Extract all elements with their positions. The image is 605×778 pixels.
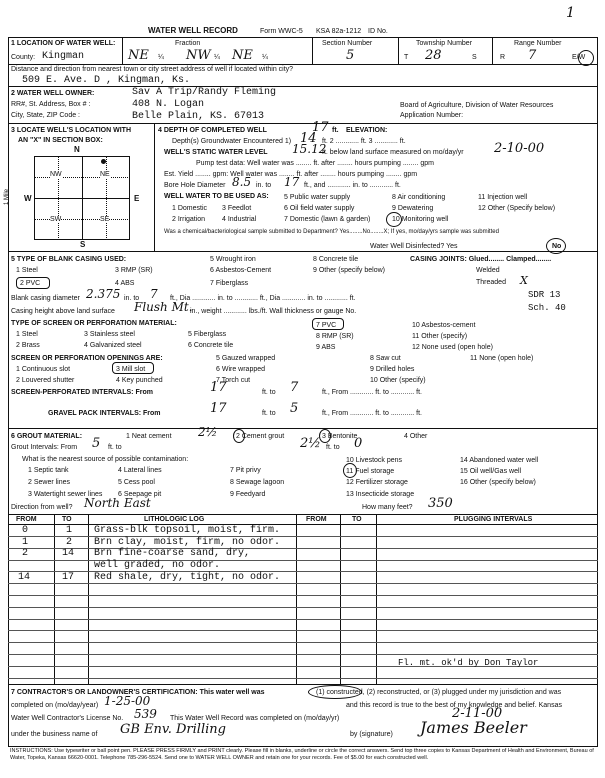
yield-label: Est. Yield ........ gpm: Well water was ........ ft. after ........ hours pumping ........ gpm — [164, 171, 418, 178]
grout-type[interactable]: 4 Other — [404, 433, 428, 440]
log-description: Brn fine-coarse sand, dry, — [94, 548, 251, 559]
business-label: under the business name of — [11, 731, 98, 738]
col-plugging: PLUGGING INTERVALS — [454, 516, 533, 523]
casing-type[interactable]: 9 Other (specify below) — [313, 267, 385, 274]
section-label: Section Number — [322, 40, 373, 47]
direction-label: Direction from well? — [11, 504, 73, 511]
screen-type[interactable]: 10 Asbestos-cement — [412, 322, 476, 329]
source-option[interactable]: 14 Abandoned water well — [460, 457, 539, 464]
grout-intervals-label: Grout Intervals: From — [11, 444, 78, 451]
grout-from-1[interactable]: 5 — [92, 436, 101, 451]
col-from: FROM — [16, 516, 37, 523]
log-ruling — [8, 654, 598, 655]
quarter-mark: ¼ — [158, 54, 164, 61]
completed-label: completed on (mo/day/year) — [11, 702, 99, 709]
screen-selected — [312, 318, 344, 330]
disinfected-no[interactable]: No — [552, 243, 562, 250]
fraction-3[interactable]: NE — [232, 48, 253, 63]
sw-label: SW — [50, 216, 62, 223]
use-option[interactable]: 10 Monitoring well — [392, 216, 449, 223]
use-option[interactable]: 8 Air conditioning — [392, 194, 446, 201]
use-selected-circle — [386, 212, 402, 227]
opening-type[interactable]: 6 Wire wrapped — [216, 366, 266, 373]
use-option[interactable]: 11 Injection well — [478, 194, 528, 201]
source-option[interactable]: 4 Lateral lines — [118, 467, 162, 474]
log-ruling — [8, 583, 598, 584]
log-ruling — [8, 607, 598, 608]
section-value[interactable]: 5 — [346, 48, 355, 63]
casing-type[interactable]: 6 Asbestos-Cement — [210, 267, 272, 274]
gravel-ft-to: ft. to — [262, 410, 276, 417]
casing-selected — [16, 277, 50, 289]
grout-type[interactable]: 3 Bentonite — [322, 433, 358, 440]
owner-value[interactable]: Sav A Trip/Randy Fleming — [132, 87, 277, 98]
source-option[interactable]: 6 Seepage pit — [118, 491, 162, 498]
log-from: 1 — [22, 537, 29, 548]
mile-label: 1 Mile — [4, 188, 10, 205]
static-label: WELL'S STATIC WATER LEVEL — [164, 149, 268, 156]
use-option[interactable]: 7 Domestic (lawn & garden) — [284, 216, 371, 223]
opening-type[interactable]: 4 Key punched — [116, 377, 163, 384]
grout-selected-2 — [233, 429, 245, 443]
col-lithologic-log: LITHOLOGIC LOG — [144, 516, 205, 523]
sdr-value[interactable]: SDR 13 — [528, 290, 561, 300]
source-option[interactable]: 5 Cess pool — [118, 479, 155, 486]
bore-depth[interactable]: 17 — [284, 175, 300, 189]
constructed-selected — [308, 685, 362, 699]
fraction-2[interactable]: NW — [186, 48, 211, 63]
groundwater-value[interactable]: 14 — [300, 131, 317, 146]
use-option[interactable]: 2 Irrigation — [172, 216, 206, 223]
township-suffix: S — [472, 54, 477, 61]
county-value[interactable]: Kingman — [42, 51, 85, 62]
street-value[interactable]: 408 N. Logan — [132, 99, 205, 110]
use-option[interactable]: 9 Dewatering — [392, 205, 434, 212]
log-ruling — [8, 642, 598, 643]
opening-type[interactable]: 3 Mill slot — [116, 366, 146, 373]
source-option[interactable]: 10 Livestock pens — [346, 457, 403, 464]
gravel-to[interactable]: 5 — [290, 401, 299, 416]
casing-type[interactable]: 8 Concrete tile — [313, 256, 359, 263]
screen-type[interactable]: 6 Concrete tile — [188, 342, 234, 349]
threaded-mark: X — [520, 274, 528, 287]
welded-label[interactable]: Welded — [476, 267, 500, 274]
openings-label: SCREEN OR PERFORATION OPENINGS ARE: — [11, 355, 163, 362]
log-from: 2 — [22, 548, 29, 559]
joints-label: CASING JOINTS: Glued........ Clamped........ — [410, 256, 552, 263]
grout-to-2[interactable]: 0 — [354, 436, 363, 451]
source-selected — [343, 463, 357, 478]
screen-type[interactable]: 7 PVC — [316, 322, 337, 329]
distance-label: Distance and direction from nearest town or city street address of well if located within city? — [11, 66, 294, 73]
spi-label: SCREEN-PERFORATED INTERVALS: From — [11, 389, 153, 396]
grout-ft-to-1: ft. to — [108, 444, 122, 451]
use-option[interactable]: 6 Oil field water supply — [284, 205, 355, 212]
township-value[interactable]: 28 — [425, 48, 442, 63]
diameter-to[interactable]: 7 — [150, 287, 158, 301]
height-mid: in., weight ............ lbs./ft. Wall thickness or gauge No. — [190, 308, 357, 315]
s4-heading: 4 DEPTH OF COMPLETED WELL — [158, 127, 267, 134]
north-label: N — [74, 145, 80, 154]
opening-selected — [112, 362, 154, 374]
height-label: Casing height above land surface — [11, 308, 115, 315]
s5-heading: 5 TYPE OF BLANK CASING USED: — [11, 256, 127, 263]
groundwater-label: Depth(s) Groundwater Encountered 1) — [172, 138, 292, 145]
screen-type[interactable]: 9 ABS — [316, 344, 336, 351]
completed-date[interactable]: 1-25-00 — [104, 694, 151, 708]
depth-value[interactable]: 17 — [312, 120, 329, 135]
bore-rest: ft., and ............ in. to ............ ft. — [304, 182, 401, 189]
gravel-rest: ft., From ............ ft. to ............ ft. — [322, 410, 422, 417]
city-value[interactable]: Belle Plain, KS. 67013 — [132, 111, 265, 122]
form-number: Form WWC-5 — [260, 28, 303, 35]
spi-rest: ft., From ............ ft. to ............ ft. — [322, 389, 422, 396]
log-to: 1 — [66, 525, 73, 536]
screen-type[interactable]: 1 Steel — [16, 331, 38, 338]
bore-in: in. to — [256, 182, 272, 189]
range-prefix: R — [500, 54, 506, 61]
static-mid: ft. below land surface measured on mo/day/yr — [322, 149, 464, 156]
static-date[interactable]: 2-10-00 — [494, 141, 545, 156]
log-ruling — [8, 678, 598, 679]
diameter-in: in. to — [124, 295, 140, 302]
screen-type[interactable]: 3 Stainless steel — [84, 331, 135, 338]
s1-heading: 1 LOCATION OF WATER WELL: — [11, 40, 116, 47]
log-description: Brn clay, moist, firm, no odor. — [94, 537, 281, 548]
east-label: E — [134, 194, 140, 203]
source-option[interactable]: 13 Insecticide storage — [346, 491, 415, 498]
s3-subheading: AN "X" IN SECTION BOX: — [18, 137, 103, 144]
contamination-label: What is the nearest source of possible contamination: — [22, 456, 189, 463]
log-ruling — [8, 595, 598, 596]
elevation-label: ELEVATION: — [346, 127, 388, 134]
county-label: County: — [11, 54, 36, 61]
address-value[interactable]: 509 E. Ave. D , Kingman, Ks. — [22, 75, 191, 86]
log-description: Red shale, dry, tight, no odor. — [94, 572, 281, 583]
source-option[interactable]: 9 Feedyard — [230, 491, 266, 498]
depth-ft: ft. — [332, 127, 339, 134]
source-option[interactable]: 15 Oil well/Gas well — [460, 468, 522, 475]
howmany-label: How many feet? — [362, 504, 413, 511]
s3-heading: 3 LOCATE WELL'S LOCATION WITH — [11, 127, 132, 134]
casing-type[interactable]: 4 ABS — [115, 280, 135, 287]
source-option[interactable]: 8 Sewage lagoon — [230, 479, 285, 486]
spi-to[interactable]: 7 — [290, 380, 299, 395]
col-to: TO — [62, 516, 72, 523]
quarter-mark: ¼ — [262, 54, 268, 61]
s7-line3: This Water Well Record was completed on (mo/day/yr) — [170, 715, 340, 722]
instructions: INSTRUCTIONS: Use typewriter or ball point pen. PLEASE PRESS FIRMLY and PRINT clearly. Please fill in blanks, underline or circle the correct answers. Send top three copies to Kansas Department of Health and Environment, Bureau of Water, Topeka, Kansas 66620-0001. Telephone 785-296-5524. Send one to WATER WELL OWNER and retain one for your records. Fee of $5.00 for each constructed well. — [10, 748, 594, 761]
opening-type[interactable]: 8 Saw cut — [370, 355, 401, 362]
threaded-label[interactable]: Threaded — [476, 279, 506, 286]
well-location-mark — [101, 159, 106, 164]
log-description: well graded, no odor. — [94, 560, 221, 571]
log-to: 2 — [66, 537, 73, 548]
source-option[interactable]: 12 Fertilizer storage — [346, 479, 408, 486]
bore-label: Bore Hole Diameter — [164, 182, 226, 189]
page-number: 1 — [566, 5, 575, 21]
groundwater-rest: ft. 2 ............ ft. 3 ............ ft. — [322, 138, 406, 145]
s7-line1: (1) constructed, (2) reconstructed, or (3) plugged under my jurisdiction and was — [316, 689, 562, 696]
fraction-1[interactable]: NE — [128, 48, 149, 63]
range-value[interactable]: 7 — [528, 48, 537, 63]
opening-type[interactable]: 7 Torch cut — [216, 377, 251, 384]
city-label: City, State, ZIP Code : — [11, 112, 80, 119]
license-value[interactable]: 539 — [134, 707, 157, 721]
direction-value[interactable]: North East — [84, 496, 151, 510]
log-from: 0 — [22, 525, 29, 536]
business-name[interactable]: GB Env. Drilling — [120, 722, 226, 737]
col-to-2: TO — [352, 516, 362, 523]
fraction-label: Fraction — [175, 40, 201, 47]
opening-type[interactable]: 1 Continuous slot — [16, 366, 71, 373]
signature-label: by (signature) — [350, 731, 393, 738]
screen-type[interactable]: 2 Brass — [16, 342, 40, 349]
screen-type[interactable]: 12 None used (open hole) — [412, 344, 493, 351]
opening-type[interactable]: 5 Gauzed wrapped — [216, 355, 276, 362]
ksa-number: KSA 82a-1212 — [316, 28, 362, 35]
gravel-label: GRAVEL PACK INTERVALS: From — [48, 410, 161, 417]
license-label: Water Well Contractor's License No. — [11, 715, 124, 722]
casing-type[interactable]: 3 RMP (SR) — [115, 267, 153, 274]
log-from: 14 — [18, 572, 31, 583]
approval-note: Fl. mt. ok'd by Don Taylor — [398, 658, 539, 668]
spi-ft-to: ft. to — [262, 389, 276, 396]
log-ruling — [8, 619, 598, 620]
grout-type[interactable]: 1 Neat cement — [126, 433, 172, 440]
se-label: SE — [100, 216, 110, 223]
ew-choice[interactable]: E/W — [572, 54, 586, 61]
id-label: ID No. — [368, 28, 388, 35]
opening-type[interactable]: 2 Louvered shutter — [16, 377, 75, 384]
chem-sample-label: Was a chemical/bacteriological sample submitted to Department? Yes........No........X; If yes, mo/day/yrs sample was submitted — [164, 229, 499, 235]
casing-type[interactable]: 7 Fiberglass — [210, 280, 249, 287]
source-option[interactable]: 2 Sewer lines — [28, 479, 71, 486]
screen-label: TYPE OF SCREEN OR PERFORATION MATERIAL: — [11, 320, 177, 327]
use-option[interactable]: 5 Public water supply — [284, 194, 351, 201]
grout-type[interactable]: 2 Cement grout — [236, 433, 285, 440]
bore-diameter[interactable]: 8.5 — [232, 175, 252, 189]
source-option[interactable]: 1 Septic tank — [28, 467, 69, 474]
sch-value[interactable]: Sch. 40 — [528, 303, 566, 313]
signature: James Beeler — [420, 718, 527, 737]
south-label: S — [80, 240, 86, 249]
grout-from-2[interactable]: 2½ — [300, 436, 321, 451]
opening-type[interactable]: 9 Drilled holes — [370, 366, 415, 373]
s7-heading: 7 CONTRACTOR'S OR LANDOWNER'S CERTIFICATION: This water well was — [11, 689, 265, 696]
source-option[interactable]: 3 Watertight sewer lines — [28, 491, 103, 498]
grout-to-1-top: 2½ — [198, 425, 218, 439]
township-prefix: T — [404, 54, 409, 61]
screen-type[interactable]: 11 Other (specify) — [412, 333, 468, 340]
west-label: W — [24, 194, 32, 203]
log-to: 14 — [62, 548, 75, 559]
form-title: WATER WELL RECORD — [148, 26, 238, 35]
gravel-from[interactable]: 17 — [210, 401, 227, 416]
diameter-label: Blank casing diameter — [11, 295, 80, 302]
ne-label: NE — [100, 171, 110, 178]
use-option[interactable]: 4 Industrial — [222, 216, 257, 223]
pump-test-label: Pump test data: Well water was ........ ft. after ........ hours pumping ........ gpm — [196, 160, 434, 167]
log-ruling — [8, 630, 598, 631]
use-option[interactable]: 1 Domestic — [172, 205, 208, 212]
height-value[interactable]: Flush Mt. — [134, 300, 193, 314]
board-label: Board of Agriculture, Division of Water Resources — [400, 102, 554, 109]
township-label: Township Number — [416, 40, 473, 47]
spi-from[interactable]: 17 — [210, 380, 227, 395]
screen-type[interactable]: 4 Galvanized steel — [84, 342, 142, 349]
screen-type[interactable]: 8 RMP (SR) — [316, 333, 354, 340]
range-label: Range Number — [514, 40, 562, 47]
opening-type[interactable]: 11 None (open hole) — [470, 355, 534, 362]
source-option[interactable]: 7 Pit privy — [230, 467, 261, 474]
s6-heading: 6 GROUT MATERIAL: — [11, 433, 83, 440]
source-option[interactable]: 16 Other (specify below) — [460, 479, 536, 486]
howmany-value[interactable]: 350 — [428, 496, 453, 511]
quarter-mark: ¼ — [214, 54, 220, 61]
nw-label: NW — [50, 171, 62, 178]
use-option[interactable]: 3 Feedlot — [222, 205, 252, 212]
s7-line2: and this record is true to the best of my knowledge and belief. Kansas — [346, 702, 562, 709]
casing-type[interactable]: 2 PVC — [20, 280, 41, 287]
use-label: WELL WATER TO BE USED AS: — [164, 193, 269, 200]
opening-type[interactable]: 10 Other (specify) — [370, 377, 426, 384]
log-to: 17 — [62, 572, 75, 583]
casing-type[interactable]: 1 Steel — [16, 267, 38, 274]
screen-type[interactable]: 5 Fiberglass — [188, 331, 227, 338]
record-date[interactable]: 2-11-00 — [452, 706, 503, 721]
diameter-rest: ft., Dia ............ in. to ............ ft., Dia ............ in. to ............ ft. — [170, 295, 356, 302]
application-label: Application Number: — [400, 112, 464, 119]
diameter-value[interactable]: 2.375 — [86, 287, 121, 301]
grout-ft-to-2: ft. to — [326, 444, 340, 451]
casing-type[interactable]: 5 Wrought iron — [210, 256, 256, 263]
disinfected-label: Water Well Disinfected? Yes — [370, 243, 458, 250]
col-from-2: FROM — [306, 516, 327, 523]
s2-heading: 2 WATER WELL OWNER: — [11, 90, 95, 97]
rr-label: RR#, St. Address, Box # : — [11, 101, 91, 108]
static-value[interactable]: 15.12 — [292, 142, 327, 156]
use-option[interactable]: 12 Other (Specify below) — [478, 205, 556, 212]
source-option[interactable]: 11 Fuel storage — [346, 468, 395, 475]
log-description: Grass-blk topsoil, moist, firm. — [94, 525, 281, 536]
